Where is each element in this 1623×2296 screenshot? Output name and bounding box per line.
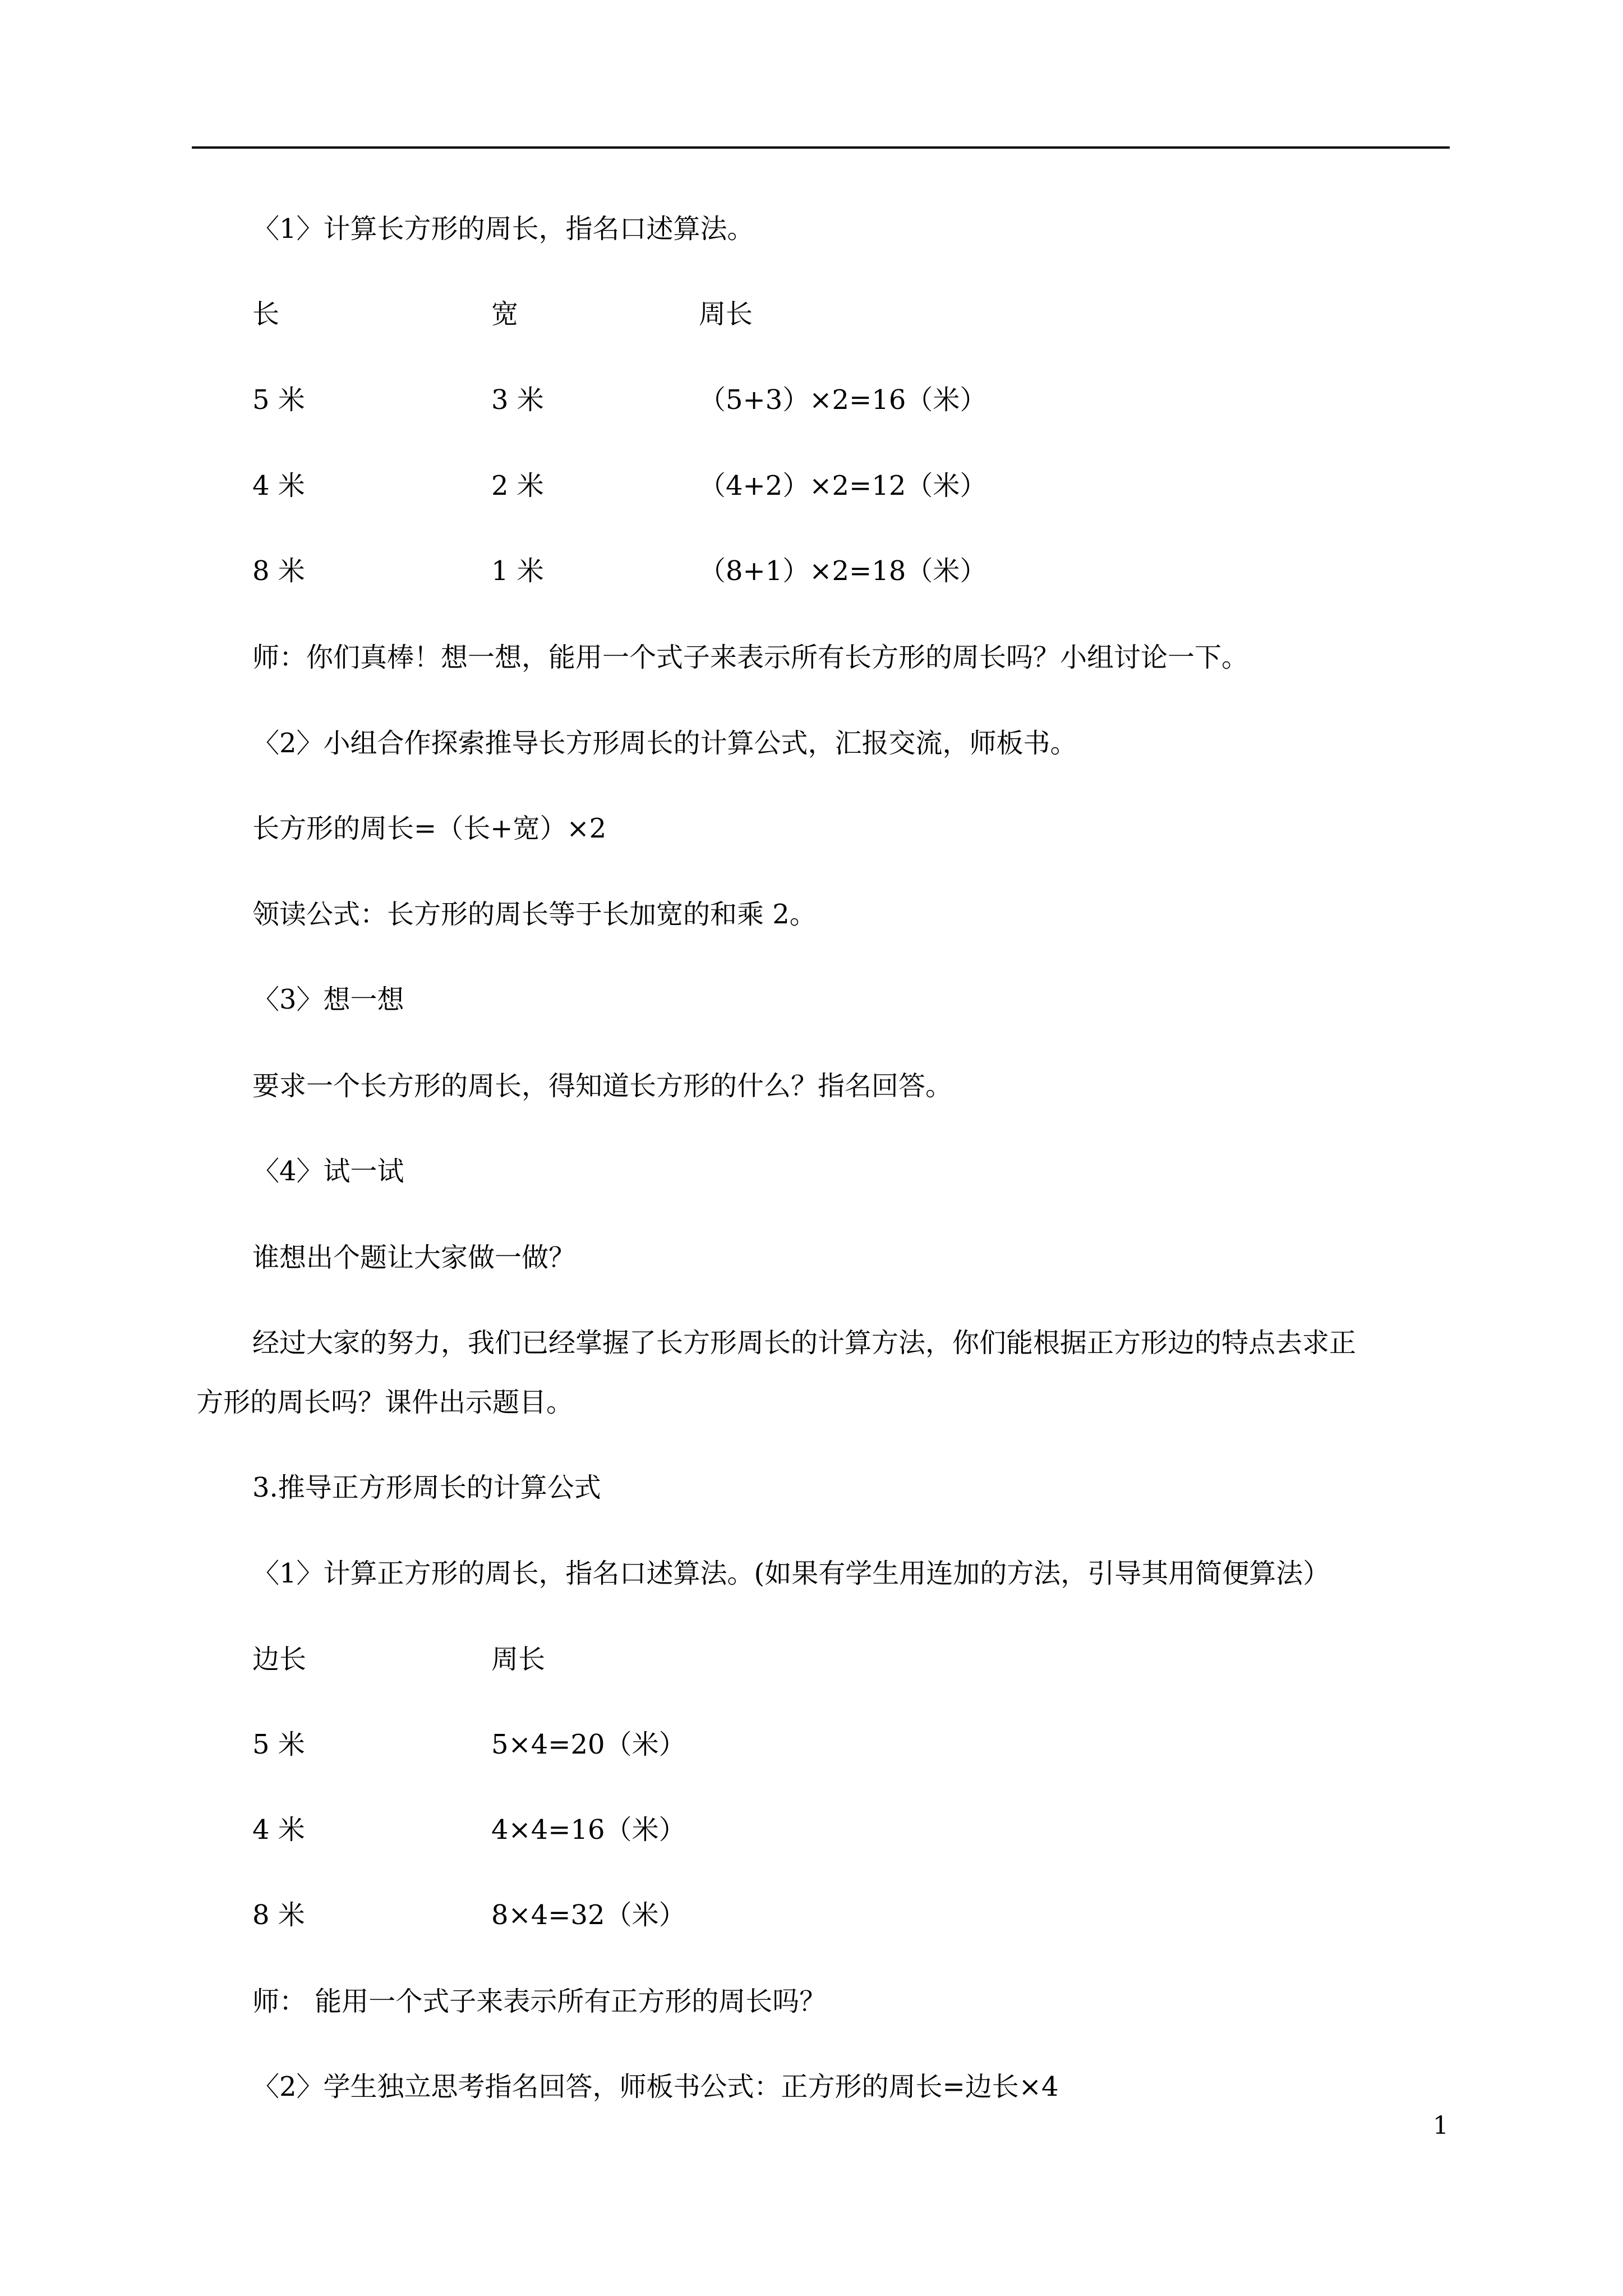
rect-table-cell: 3 米 bbox=[491, 384, 544, 416]
section-heading: 3.推导正方形周长的计算公式 bbox=[252, 1472, 601, 1503]
rect-table-header-length: 长 bbox=[252, 298, 280, 330]
rect-table-cell: （8+1）×2=18（米） bbox=[699, 555, 987, 587]
rect-table-header-width: 宽 bbox=[491, 298, 519, 330]
paragraph: 〈2〉小组合作探索推导长方形周长的计算公式，汇报交流，师板书。 bbox=[252, 728, 1077, 759]
paragraph: 经过大家的努力，我们已经掌握了长方形周长的计算方法，你们能根据正方形边的特点去求正 bbox=[252, 1327, 1357, 1359]
paragraph: 〈4〉试一试 bbox=[252, 1156, 404, 1187]
formula-rectangle: 长方形的周长=（长+宽）×2 bbox=[252, 813, 607, 844]
square-table-header-perimeter: 周长 bbox=[491, 1644, 546, 1675]
paragraph: 师： 能用一个式子来表示所有正方形的周长吗？ bbox=[252, 1986, 827, 2017]
paragraph: 〈2〉学生独立思考指名回答，师板书公式：正方形的周长=边长×4 bbox=[252, 2071, 1059, 2102]
rect-table-cell: 8 米 bbox=[252, 555, 305, 587]
paragraph: 〈3〉想一想 bbox=[252, 984, 404, 1015]
rect-table-cell: 5 米 bbox=[252, 384, 305, 416]
paragraph: 谁想出个题让大家做一做？ bbox=[252, 1242, 576, 1273]
rect-table-cell: 1 米 bbox=[491, 555, 544, 587]
square-table-cell: 4 米 bbox=[252, 1814, 305, 1846]
paragraph-continuation: 方形的周长吗？课件出示题目。 bbox=[196, 1387, 574, 1418]
page-number: 1 bbox=[1433, 2111, 1449, 2140]
rect-table-header-perimeter: 周长 bbox=[699, 298, 753, 330]
paragraph: 〈1〉计算长方形的周长，指名口述算法。 bbox=[252, 213, 754, 245]
paragraph: 〈1〉计算正方形的周长，指名口述算法。(如果有学生用连加的方法，引导其用简便算法） bbox=[252, 1558, 1330, 1589]
paragraph: 领读公式：长方形的周长等于长加宽的和乘 2。 bbox=[252, 899, 817, 930]
rect-table-cell: 4 米 bbox=[252, 470, 305, 501]
square-table-header-side: 边长 bbox=[252, 1644, 307, 1675]
rect-table-cell: （4+2）×2=12（米） bbox=[699, 470, 987, 501]
rect-table-cell: 2 米 bbox=[491, 470, 544, 501]
square-table-cell: 8×4=32（米） bbox=[491, 1899, 686, 1931]
paragraph: 要求一个长方形的周长，得知道长方形的什么？指名回答。 bbox=[252, 1070, 953, 1102]
square-table-cell: 4×4=16（米） bbox=[491, 1814, 686, 1846]
rect-table-cell: （5+3）×2=16（米） bbox=[699, 384, 987, 416]
paragraph: 师：你们真棒！想一想，能用一个式子来表示所有长方形的周长吗？小组讨论一下。 bbox=[252, 642, 1249, 673]
square-table-cell: 8 米 bbox=[252, 1899, 305, 1931]
header-rule bbox=[192, 146, 1450, 149]
square-table-cell: 5×4=20（米） bbox=[491, 1729, 686, 1760]
square-table-cell: 5 米 bbox=[252, 1729, 305, 1760]
